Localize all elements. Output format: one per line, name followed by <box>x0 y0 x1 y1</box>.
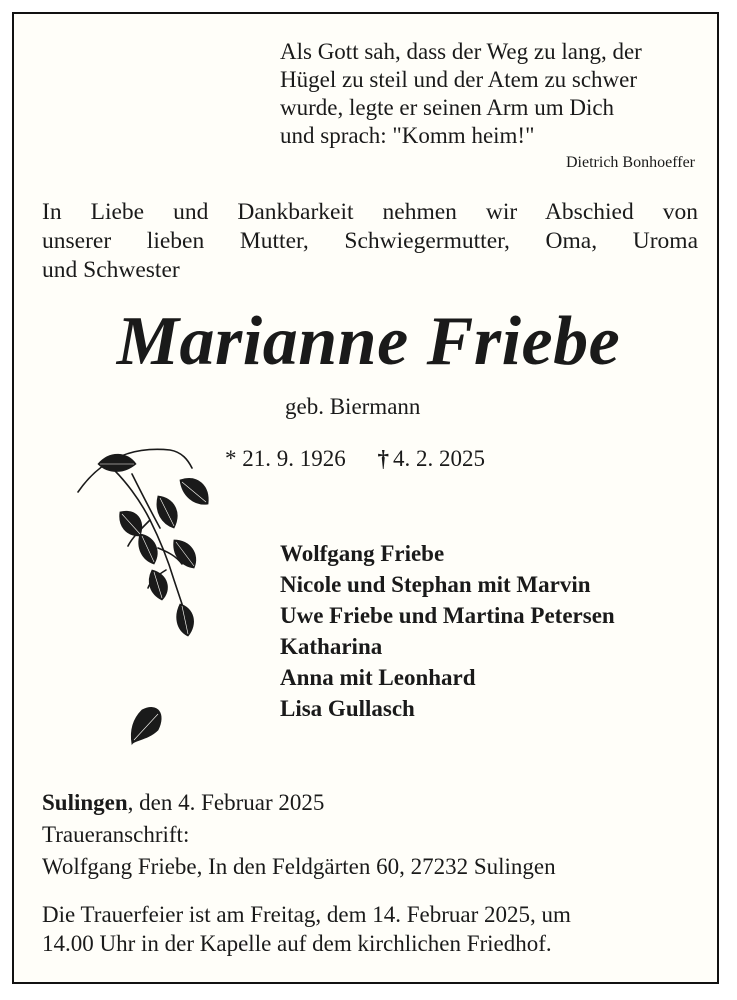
birth-date: * 21. 9. 1926 <box>225 446 346 471</box>
cross-icon: † <box>377 446 389 471</box>
intro-line: unserer lieben Mutter, Schwiegermutter, Oma, Uroma <box>42 228 698 254</box>
deceased-name: Marianne Friebe <box>116 303 621 380</box>
quote-line: wurde, legte er seinen Arm um Dich <box>280 95 615 120</box>
quote-line: Hügel zu steil und der Atem zu schwer <box>280 67 638 92</box>
place-date-text: , den 4. Februar 2025 <box>127 790 325 815</box>
ceremony-line: Die Trauerfeier ist am Freitag, dem 14. Februar 2025, um <box>42 902 571 927</box>
death-date: 4. 2. 2025 <box>393 446 485 471</box>
mourner-name: Lisa Gullasch <box>280 696 415 721</box>
address-value: Wolfgang Friebe, In den Feldgärten 60, 27232 Sulingen <box>42 854 556 879</box>
birch-branch-illustration <box>70 440 220 760</box>
mourners-list <box>280 538 615 724</box>
quote-author: Dietrich Bonhoeffer <box>566 154 695 171</box>
death-date-group <box>378 446 486 472</box>
mourner-name: Uwe Friebe und Martina Petersen <box>280 603 615 628</box>
quote-line: Als Gott sah, dass der Weg zu lang, der <box>280 39 642 64</box>
mourner-name: Katharina <box>280 634 383 659</box>
place-city: Sulingen <box>42 790 128 815</box>
address-label: Traueranschrift: <box>42 822 190 847</box>
quote-line: und sprach: "Komm heim!" <box>280 123 535 148</box>
place-date <box>42 788 324 817</box>
ceremony-info <box>42 900 702 958</box>
maiden-name: geb. Biermann <box>285 394 421 419</box>
quote-text <box>280 38 700 150</box>
ceremony-line: 14.00 Uhr in der Kapelle auf dem kirchlichen Friedhof. <box>42 931 552 956</box>
mourner-name: Anna mit Leonhard <box>280 665 476 690</box>
life-dates <box>225 446 485 472</box>
intro-line: und Schwester <box>42 257 180 283</box>
mourner-name: Nicole und Stephan mit Marvin <box>280 572 591 597</box>
intro-text <box>42 198 698 285</box>
intro-line: In Liebe und Dankbarkeit nehmen wir Abschied von <box>42 199 698 225</box>
mourner-name: Wolfgang Friebe <box>280 541 445 566</box>
